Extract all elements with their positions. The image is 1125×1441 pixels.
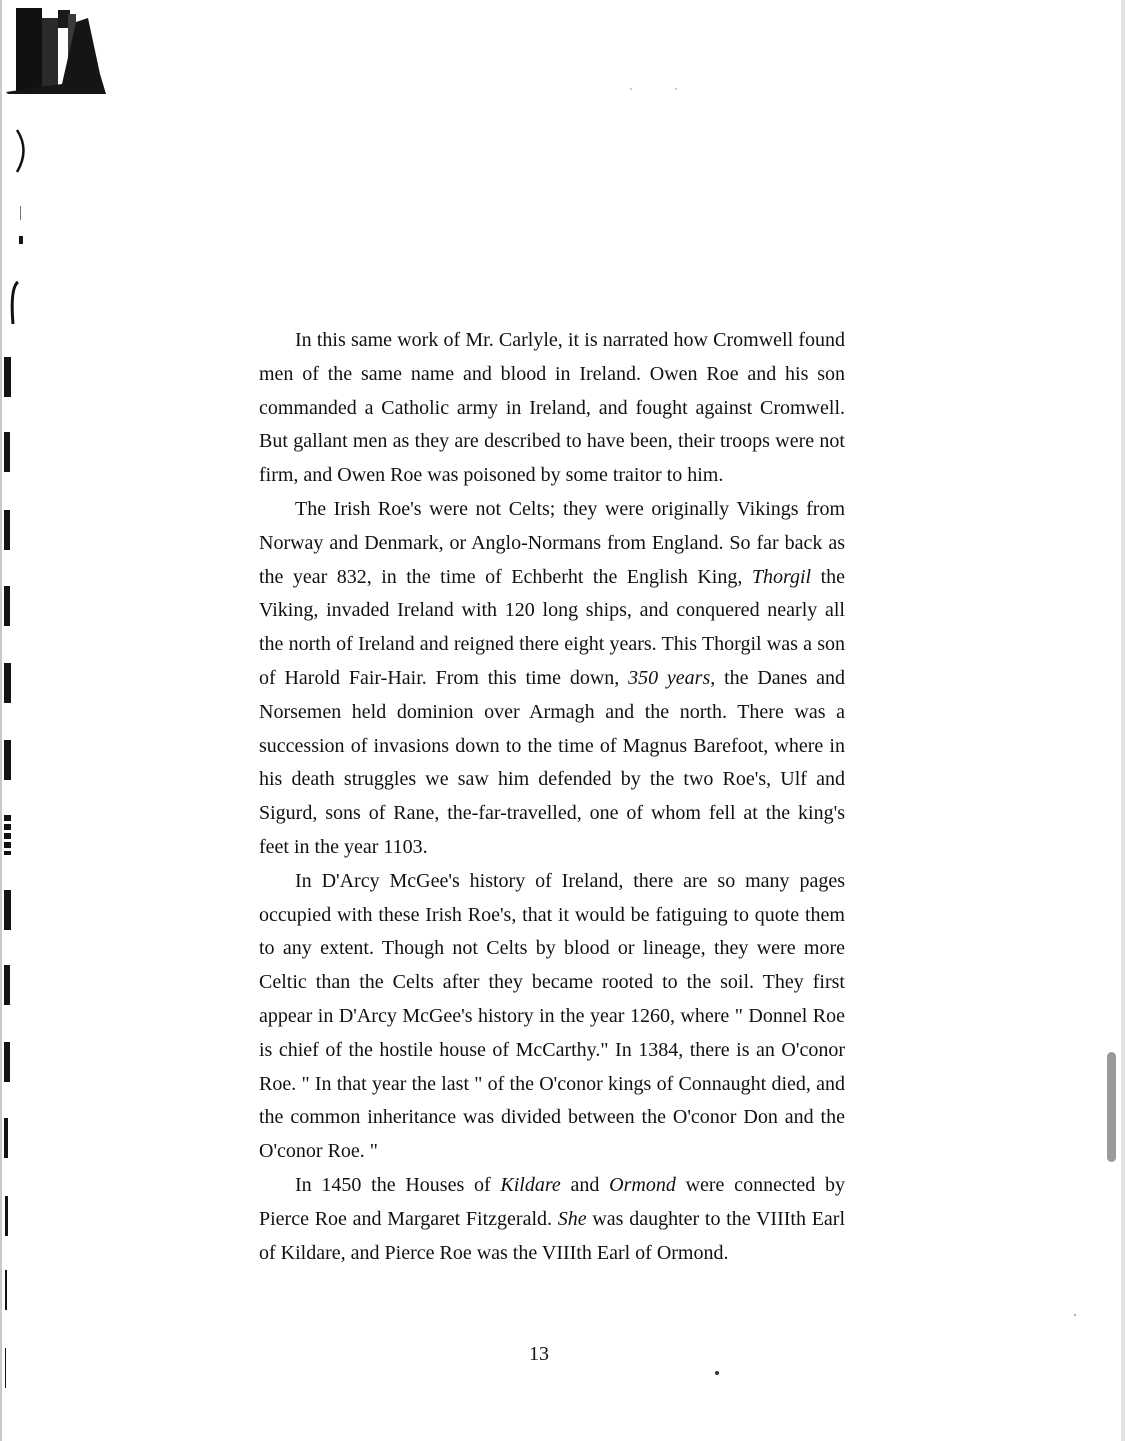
italic-text: Kildare [500,1173,561,1196]
binding-bar [4,357,11,397]
paragraph [259,324,845,493]
paragraph [259,493,845,865]
scan-speck [715,1371,719,1375]
text-run: was daughter to the VIIIth Earl of Kildare, and Pierce Roe was the VIIIth Earl of Ormond. [259,1207,845,1264]
text-run: The Irish Roe's were not Celts; they were originally Vikings from Norway and Denmark, or Anglo-Normans from England. So far back as the year 832, in the time of Echberht the English King, [259,497,845,588]
paragraph [259,1169,845,1270]
italic-text: Thorgil [751,565,812,588]
bracket-mark-icon [14,128,32,174]
text-run: In 1450 the Houses of [295,1173,501,1196]
binding-bar [5,1348,6,1388]
binding-bar [4,510,10,550]
paragraph [259,865,845,1169]
binding-bar [4,965,10,1005]
page-number: 13 [529,1343,549,1365]
binding-bar [4,432,10,472]
text-run: and [560,1173,610,1196]
scan-speck [675,88,677,90]
binding-bar [5,1196,8,1236]
italic-text: 350 years [628,666,711,689]
binding-tick [20,206,21,220]
binding-bar [4,586,10,626]
italic-text: Ormond [609,1173,676,1196]
binding-bar [4,740,11,780]
binding-clip-icon [2,4,108,100]
binding-bar [4,663,11,703]
binding-bar [5,1270,7,1310]
binding-bar [4,1118,8,1158]
binding-stroke-icon [6,280,22,326]
binding-bar [4,890,11,930]
scrollbar-thumb[interactable] [1107,1052,1116,1162]
text-run: In this same work of Mr. Carlyle, it is narrated how Cromwell found men of the same name and blood in Ireland. Owen Roe and his son commanded a Catholic army in Ireland, and fought against Cromwell. But gallant men as they are described to have been, their troops were not firm, and Owen Roe was poisoned by some traitor to him. [259,329,845,487]
binding-bar [4,1042,10,1082]
text-run: the Viking, invaded Ireland with 120 long ships, and conquered nearly all the north of Ireland and reigned there eight years. This Thorgil was a son of Harold Fair-Hair. From this time down, [259,565,846,689]
left-page-edge [0,0,2,1441]
text-run: were connected by Pierce Roe and Margaret Fitzgerald. [259,1173,845,1230]
binding-dot [19,236,23,244]
binding-bar [4,815,11,855]
italic-text: She [557,1207,587,1230]
text-run: In D'Arcy McGee's history of Ireland, there are so many pages occupied with these Irish Roe's, that it would be fatiguing to quote them to any extent. Though not Celts by blood or lineage, they were more Celtic than the Celts after they became rooted to the soil. They first appear in D'Arcy McGee's history in the year 1260, where " Donnel Roe is chief of the hostile house of McCarthy." In 1384, there is an O'conor Roe. " In that year the last " of the O'conor kings of Connaught died, and the common inheritance was divided between the O'conor Don and the O'conor Roe. " [259,869,845,1163]
page-body-text [259,324,845,1270]
scan-speck [630,88,632,90]
text-run: , the Danes and Norsemen held dominion over Armagh and the north. There was a succession of invasions down to the time of Magnus Barefoot, where in his death struggles we saw him defended by the two Roe's, Ulf and Sigurd, sons of Rane, the-far-travelled, one of whom fell at the king's feet in the year 1103. [259,666,846,858]
scan-speck [1074,1314,1076,1316]
right-page-edge [1121,0,1125,1441]
